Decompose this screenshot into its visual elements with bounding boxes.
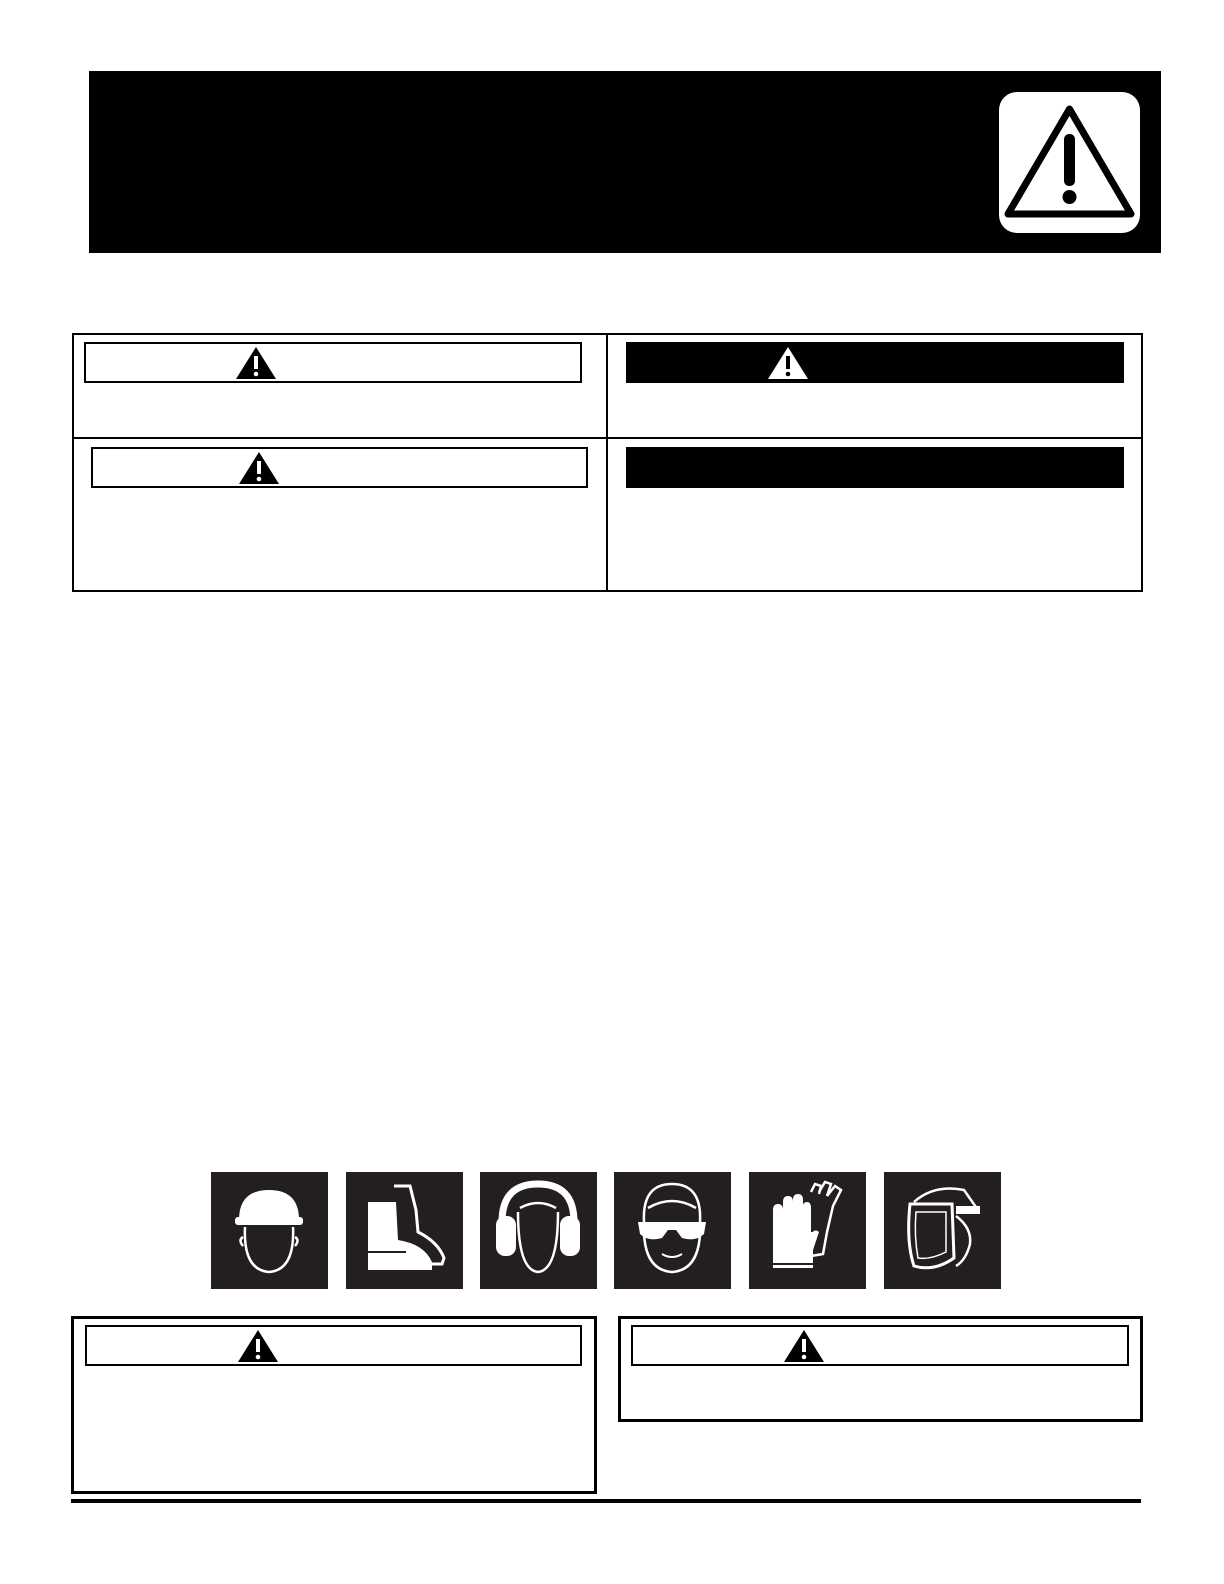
- danger-signal-bar: [84, 342, 582, 383]
- warning-triangle-icon: [235, 346, 277, 380]
- bottom-right-signal-bar: [631, 1325, 1129, 1366]
- safety-boots-icon: [346, 1172, 463, 1289]
- warning-triangle-icon: [1003, 104, 1136, 219]
- warning-triangle-icon: [237, 1329, 279, 1363]
- caution-signal-bar: [91, 447, 588, 488]
- banner-warning-icon-box: [999, 92, 1140, 233]
- gloves-icon: [749, 1172, 866, 1289]
- face-shield-icon: [884, 1172, 1001, 1289]
- warning-triangle-icon: [767, 346, 809, 380]
- hard-hat-icon: [211, 1172, 328, 1289]
- warning-triangle-icon: [238, 451, 280, 485]
- bottom-left-signal-bar: [85, 1325, 582, 1366]
- table-divider-horizontal: [72, 437, 1143, 439]
- page-bottom-rule: [71, 1499, 1141, 1503]
- safety-glasses-icon: [614, 1172, 731, 1289]
- warning-triangle-icon: [783, 1329, 825, 1363]
- notice-signal-bar: [626, 447, 1124, 488]
- warning-signal-bar: [626, 342, 1124, 383]
- table-divider-vertical: [606, 333, 608, 592]
- ear-protection-icon: [480, 1172, 597, 1289]
